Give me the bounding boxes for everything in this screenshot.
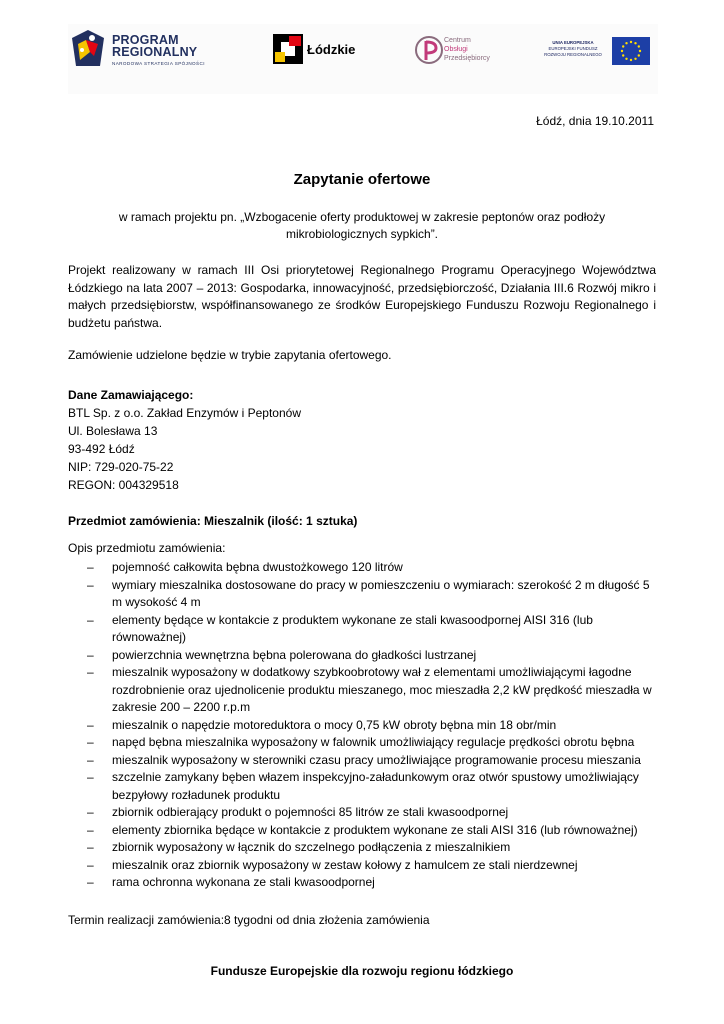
specification-item [68,559,658,577]
client-street: Ul. Bolesława 13 [68,424,158,438]
bullet-dash: – [87,752,94,767]
bullet-dash: – [87,875,94,889]
footer-slogan: Fundusze Europejskie dla rozwoju regionu łódzkiego [210,964,514,978]
specification-item [68,839,658,857]
centrum-logo-line3: Przedsiębiorcy [444,55,490,62]
specification-item-text: powierzchnia wewnętrzna bębna polerowana do gładkości lustrzanej [112,647,477,662]
client-city: 93-492 Łódź [68,442,135,456]
specification-item [68,769,658,804]
bullet-dash: – [87,840,94,854]
specification-item [68,734,658,752]
eu-flag-icon [612,37,650,65]
specification-item [68,612,658,647]
specification-item [68,857,658,875]
bullet-dash: – [87,612,94,627]
project-description-paragraph: Projekt realizowany w ramach III Osi priorytetowej Regionalnego Programu Operacyjnego Województwa Łódzkiego na lata 2007 – 2013: Gospodarka, innowacyjność, przedsiębiorczość, Działania III.6 Rozwój mikro i małych przedsiębiorstw, współfinansowanego ze środków Europejskiego Funduszu Rozwoju Regionalnego i budżetu państwa. [68,263,656,330]
specification-item-text: elementy zbiornika będące w kontakcie z produktem wykonane ze stali AISI 316 (lub równoważnej) [112,822,638,837]
completion-term: Termin realizacji zamówienia:8 tygodni od dnia złożenia zamówienia [68,913,430,927]
specification-item-text: zbiornik wyposażony w łącznik do szczelnego podłączenia z mieszalnikiem [112,840,511,854]
program-logo-line3: NARODOWA STRATEGIA SPÓJNOŚCI [112,61,205,66]
specification-list [68,559,658,892]
specification-item-text: wymiary mieszalnika dostosowane do pracy w pomieszczeniu o wymiarach: szerokość 2 m długość 5 m wysokość 4 m [112,577,650,609]
bullet-dash: – [87,577,94,592]
client-name: BTL Sp. z o.o. Zakład Enzymów i Peptonów [68,406,301,420]
specification-item-text: rama ochronna wykonana ze stali kwasoodpornej [112,875,375,889]
specification-item-text: napęd bębna mieszalnika wyposażony w falownik umożliwiający regulacje prędkości obrotu bębna [112,735,635,749]
lodzkie-mark-icon [273,34,303,64]
specification-item [68,822,658,840]
specification-item-text: szczelnie zamykany bęben włazem inspekcyjno-załadunkowym oraz otwór spustowy umożliwiający bezpyłowy rozładunek produktu [112,770,639,802]
specification-item-text: mieszalnik wyposażony w dodatkowy szybkoobrotowy wał z elementami umożliwiającymi łagodne rozdrobnienie oraz ujednolicenie produktu mieszanego, moc mieszadła 2,2 kW prędkość mieszadła w zakresie 200 – 2200 r.p.m [112,665,652,714]
bullet-dash: – [87,805,94,819]
bullet-dash: – [87,717,94,732]
specification-item-text: zbiornik odbierający produkt o pojemności 85 litrów ze stali kwasoodpornej [112,805,509,819]
program-regionalny-emblem-icon [72,30,104,70]
specification-item-text: pojemność całkowita bębna dwustożkowego 120 litrów [112,560,403,574]
specification-item [68,874,658,892]
specification-item [68,804,658,822]
project-intro: w ramach projektu pn. „Wzbogacenie oferty produktowej w zakresie peptonów oraz podłoży mikrobiologicznych sypkich”. [118,210,606,241]
eu-logo-line1: UNIA EUROPEJSKA [552,40,594,45]
specification-item [68,752,658,770]
bullet-dash: – [87,735,94,749]
eu-logo-line2: EUROPEJSKI FUNDUSZ [548,46,598,51]
document-date: Łódź, dnia 19.10.2011 [536,114,654,128]
program-regionalny-logo [72,28,222,76]
bullet-dash: – [87,560,94,574]
specification-item-text: mieszalnik oraz zbiornik wyposażony w zestaw kołowy z hamulcem ze stali nierdzewnej [112,857,578,872]
bullet-dash: – [87,647,94,662]
description-heading: Opis przedmiotu zamówienia: [68,541,226,555]
specification-item [68,577,658,612]
client-regon: REGON: 004329518 [68,478,179,492]
centrum-logo-line2: Obsługi [444,46,468,53]
centrum-obslugi-logo [414,34,504,68]
specification-item-text: mieszalnik o napędzie motoreduktora o mocy 0,75 kW obroty bębna min 18 obr/min [112,717,557,732]
specification-item [68,664,658,717]
specification-item [68,647,658,665]
bullet-dash: – [87,665,94,679]
lodzkie-logo [273,34,358,66]
program-logo-line1: PROGRAM [112,33,179,47]
client-details [68,386,301,494]
centrum-emblem-icon [414,34,446,66]
eu-logo [538,37,650,67]
lodzkie-logo-text: Łódzkie [307,42,356,57]
client-heading: Dane Zamawiającego: [68,388,194,402]
client-nip: NIP: 729-020-75-22 [68,460,174,474]
specification-item-text: elementy będące w kontakcie z produktem wykonane ze stali kwasoodpornej AISI 316 (lub równoważnej) [112,612,593,644]
bullet-dash: – [87,770,94,784]
program-logo-line2: REGIONALNY [112,45,198,59]
eu-logo-line3: ROZWOJU REGIONALNEGO [544,52,602,57]
document-title: Zapytanie ofertowe [293,171,431,188]
order-subject: Przedmiot zamówienia: Mieszalnik (ilość: 1 sztuka) [68,514,358,528]
procedure-paragraph: Zamówienie udzielone będzie w trybie zapytania ofertowego. [68,348,392,362]
bullet-dash: – [87,822,94,837]
specification-item-text: mieszalnik wyposażony w sterowniki czasu pracy umożliwiające programowanie procesu mieszania [112,752,641,767]
specification-item [68,717,658,735]
bullet-dash: – [87,857,94,872]
centrum-logo-line1: Centrum [444,37,471,44]
